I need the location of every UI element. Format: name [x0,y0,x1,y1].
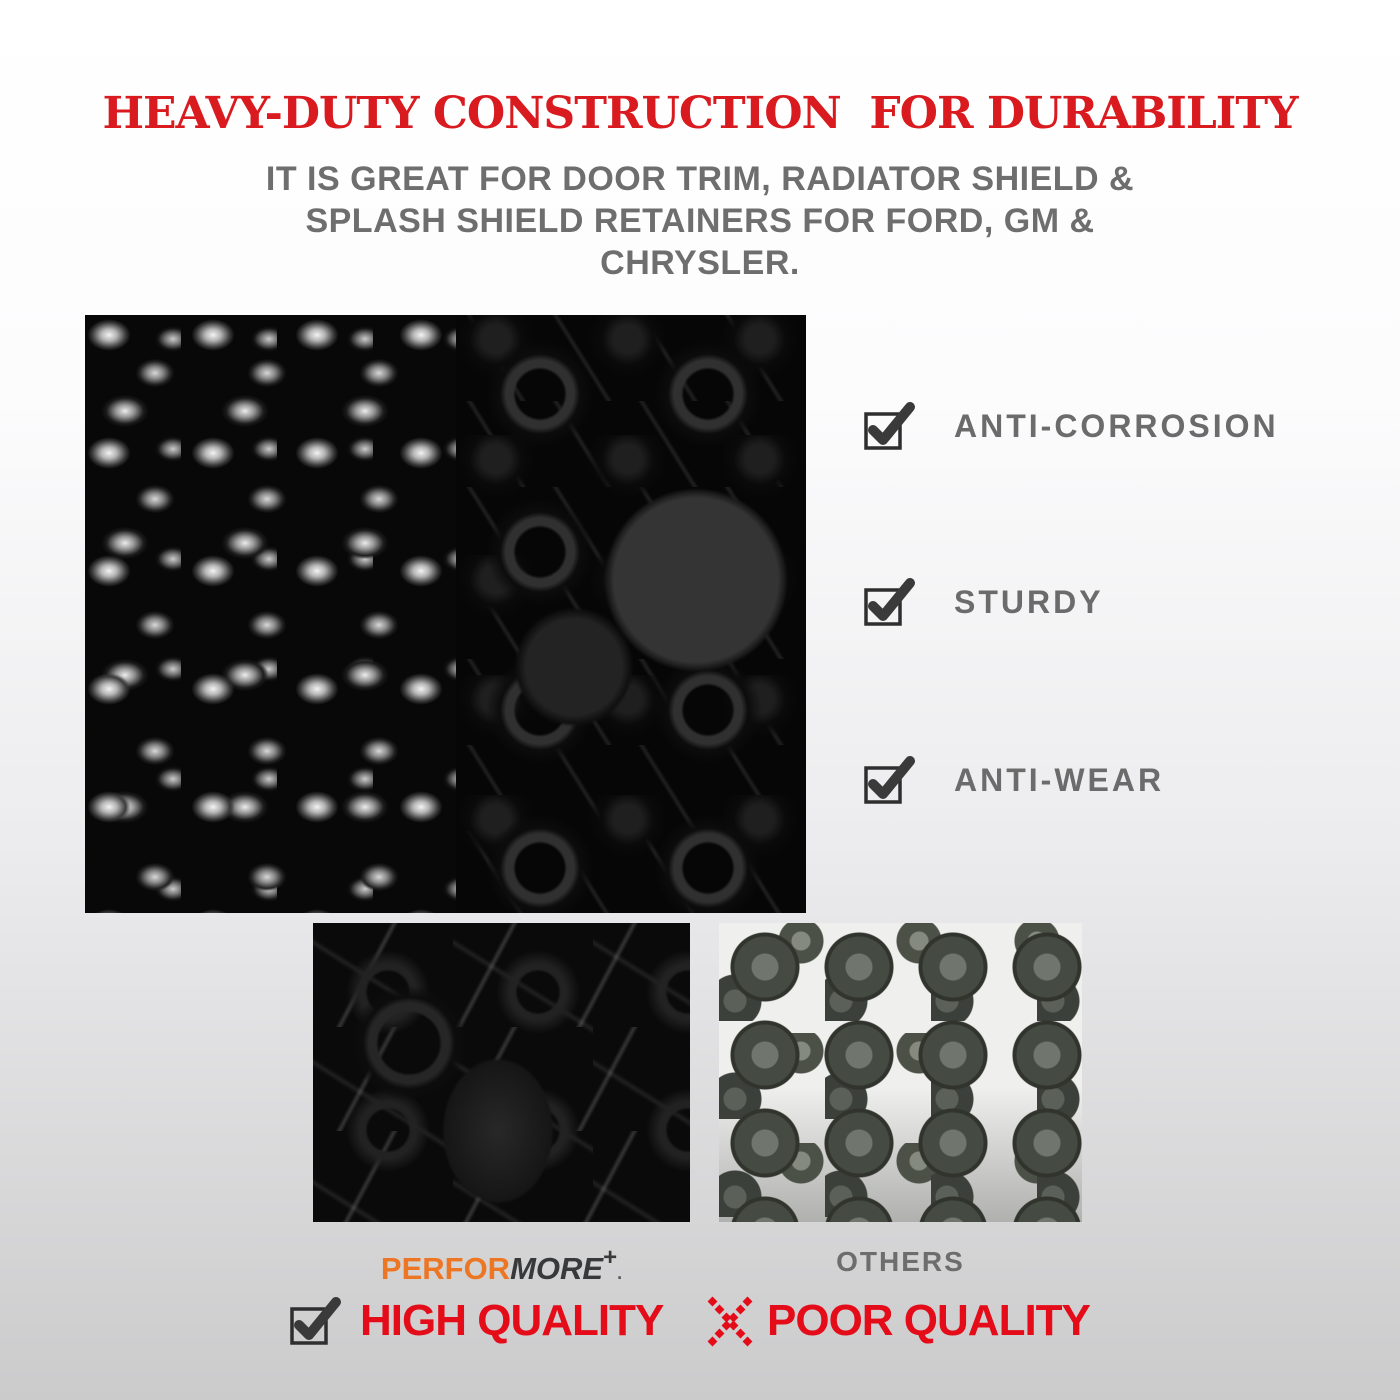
checkbox-check-icon [288,1293,344,1349]
dotted-x-icon [703,1290,761,1352]
feature-row-anti-wear [862,752,1164,808]
feature-label: STURDY [954,583,1104,620]
logo-trademark-dot: . [617,1263,623,1283]
feature-row-anti-corrosion [862,398,1279,454]
feature-label: ANTI-WEAR [954,761,1165,798]
brand-quality-photo [313,923,690,1222]
subtitle-line: CHRYSLER. [600,244,800,282]
performore-logo [313,1244,690,1287]
checkbox-check-icon [862,398,918,454]
high-quality-label: HIGH QUALITY [360,1296,664,1345]
subtitle-line: SPLASH SHIELD RETAINERS FOR FORD, GM & [305,202,1095,240]
poor-quality-label: POOR QUALITY [767,1296,1090,1345]
high-quality-verdict [288,1293,663,1349]
pellets-photo-left-half [85,315,456,913]
clips-photo-right-half [456,315,806,913]
subtitle-line: IT IS GREAT FOR DOOR TRIM, RADIATOR SHIELD & [265,160,1135,198]
checkbox-check-icon [862,752,918,808]
logo-text-perfor: PERFOR [380,1251,511,1286]
others-label: OTHERS [836,1246,965,1277]
feature-label: ANTI-CORROSION [954,407,1279,444]
feature-row-sturdy [862,574,1104,630]
page-subtitle [160,158,1240,284]
page-title: HEAVY-DUTY CONSTRUCTION FOR DURABILITY [102,88,1298,139]
main-product-photo [85,315,806,913]
checkbox-check-icon [862,574,918,630]
poor-quality-verdict [703,1290,1090,1352]
logo-plus-mark: + [603,1244,618,1271]
logo-text-more: MORE [510,1251,604,1286]
others-quality-photo [719,923,1082,1222]
